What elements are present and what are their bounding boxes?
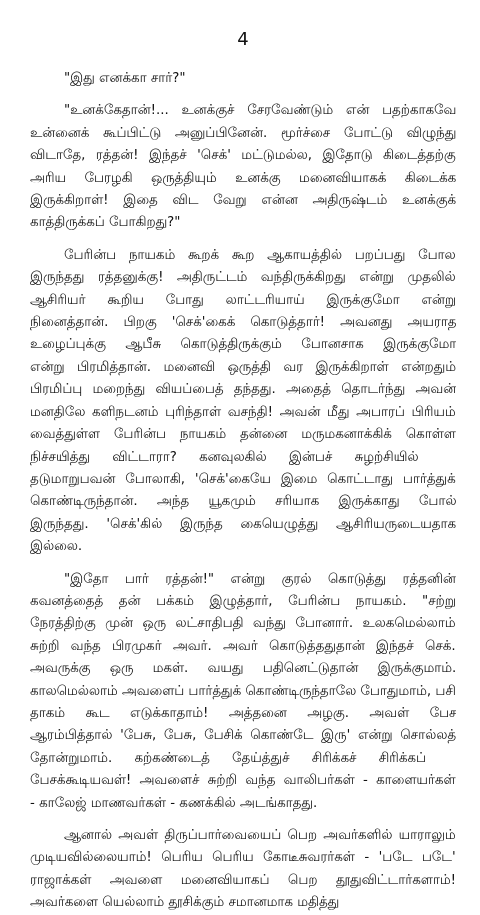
text-line: அரிய பேரழகி ஒருத்தியும் உனக்கு மனைவியாகக் கிடைக்க — [30, 170, 456, 186]
text-line: அவர்களை யெல்லாம் தூசிக்கும் சமானமாக மதித்து — [30, 895, 340, 911]
text-line: இருந்தது ரத்தனுக்கு! அதிருட்டம் வந்திருக்கிறது என்று முதலில் — [30, 270, 456, 286]
page-number: 4 — [237, 29, 249, 50]
text-line: தாகம் கூட எடுக்காதாம்! அத்தனை அழகு. அவள் பேச — [30, 705, 456, 721]
text-line: வைத்துள்ள பேரின்ப நாயகம் தன்னை மருமகனாக்கிக் கொள்ள — [30, 427, 456, 443]
body-text — [30, 68, 456, 915]
text-line: தோன்றுமாம். கற்கண்டைத் தேய்த்துச் சிரிக்கச் சிரிக்கப் — [30, 750, 426, 766]
paragraph — [30, 825, 456, 915]
paragraph — [30, 68, 456, 90]
text-line: காலமெல்லாம் அவளைப் பார்த்துக் கொண்டிருந்தாலே போதுமாம், பசி — [30, 683, 456, 699]
text-line: மனதிலே களிநடனம் புரிந்தாள் வசந்தி! அவன் மீது அபாரப் பிரியம் — [30, 404, 456, 420]
text-line: ஆனால் அவள் திருப்பார்வையைப் பெற அவர்களில் யாராலும் — [64, 828, 456, 843]
text-line: - காலேஜ் மாணவர்கள் - கணக்கில் அடங்காதது. — [30, 795, 318, 811]
text-line: உன்னைக் கூப்பிட்டு அனுப்பினேன். மூர்ச்சை போட்டு விழுந்து — [30, 125, 456, 141]
paragraph — [30, 245, 456, 559]
text-line: ஆரம்பித்தால் 'பேசு, பேசு, பேசிக் கொண்டே இரு' என்று சொல்லத் — [30, 728, 456, 744]
text-line: பேசக்கூடியவள்! அவளைச் சுற்றி வந்த வாலிபர்கள் - காளையர்கள் — [30, 773, 456, 789]
text-line: தடுமாறுபவன் போலாகி, 'செக்'கையே இமை கொட்டாது பார்த்துக் — [30, 471, 456, 487]
text-line: இல்லை. — [30, 539, 83, 555]
text-line: உழைப்புக்கு ஆபீசு கொடுத்திருக்கும் போனசாக இருக்குமோ — [30, 337, 456, 353]
text-line: கொண்டிருந்தான். அந்த யூகமும் சரியாக இருக்காது போல் — [30, 494, 456, 510]
text-line: கவனத்தைத் தன் பக்கம் இழுத்தார், பேரின்ப நாயகம். "சற்று — [30, 593, 456, 609]
text-line: விடாதே, ரத்தன்! இந்தச் 'செக்' மட்டுமல்ல, இதோடு கிடைத்தற்கு — [30, 148, 456, 164]
text-line: நினைத்தான். பிறகு 'செக்'கைக் கொடுத்தார்! அவனது அயராத — [30, 315, 456, 331]
text-line: "இது எனக்கா சார்?" — [64, 71, 186, 86]
text-line: என்று பிரமித்தான். மனைவி ஒருத்தி வர இருக்கிறாள் என்றதும் — [30, 359, 456, 375]
text-line: நிச்சயித்து விட்டாரா? கனவுலகில் இன்பச் சுழற்சியில் — [30, 449, 419, 465]
text-line: ராஜாக்கள் அவளை மனைவியாகப் பெற தூதுவிட்டார்களாம்! — [30, 872, 456, 888]
text-line: இருந்தது. 'செக்'கில் இருந்த கையெழுத்து ஆசிரியருடையதாக — [30, 516, 456, 532]
text-line: முடியவில்லையாம்! பெரிய பெரிய கோடீசுவரர்கள் - 'படே படே' — [30, 850, 456, 866]
text-line: இருக்கிறாள்! இதை விட வேறு என்ன அதிருஷ்டம் உனக்குக் — [30, 193, 456, 209]
paragraph — [30, 569, 456, 815]
text-line: சுற்றி வந்த பிரமுகர் அவர். அவர் கொடுத்ததுதான் இந்தச் செக். — [30, 638, 456, 654]
text-line: ஆசிரியர் கூறிய போது லாட்டரியாய் இருக்குமோ என்று — [30, 292, 456, 308]
text-line: காத்திருக்கப் போகிறது?" — [30, 215, 181, 231]
text-line: அவருக்கு ஒரு மகள். வயது பதினெட்டுதான் இருக்குமாம். — [30, 661, 456, 677]
paragraph — [30, 100, 456, 234]
text-line: "உனக்கேதான்!... உனக்குச் சேரவேண்டும் என் பதற்காகவே — [64, 103, 456, 119]
text-line: பிரமிப்பு மறைந்து வியப்பைத் தந்தது. அதைத் தொடர்ந்து அவன் — [30, 382, 456, 398]
text-line: நேரத்திற்கு முன் ஒரு லட்சாதிபதி வந்து போனார். உலகமெல்லாம் — [30, 616, 456, 632]
text-line: "இதோ பார் ரத்தன்!" என்று குரல் கொடுத்து ரத்தனின் — [64, 571, 456, 587]
text-line: பேரின்ப நாயகம் கூறக் கூற ஆகாயத்தில் பறப்பது போல — [64, 247, 456, 263]
